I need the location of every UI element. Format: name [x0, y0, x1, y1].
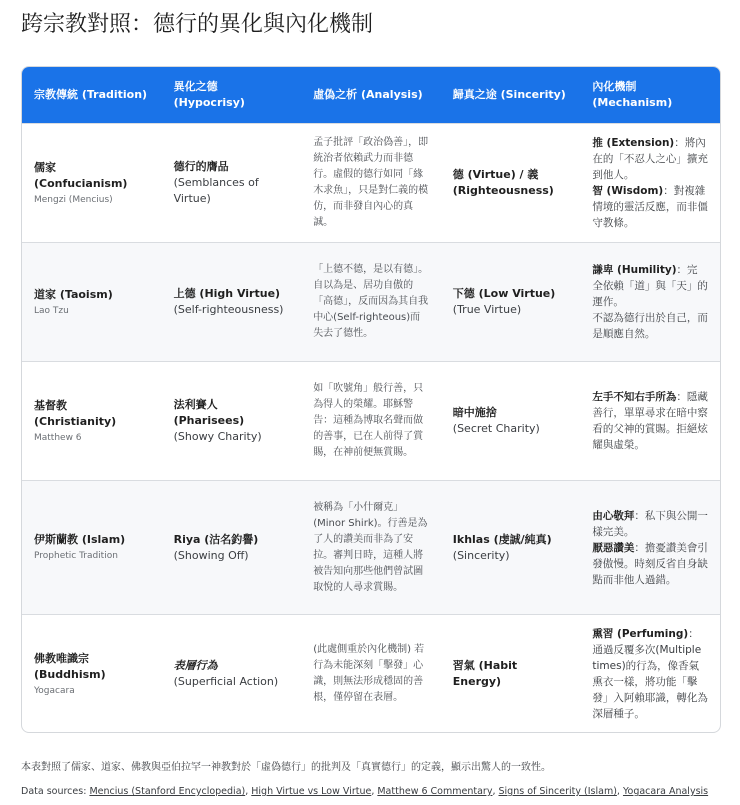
hypocrisy-term: 法利賽人 (Pharisees): [173, 398, 245, 427]
header-mechanism: 內化機制 (Mechanism): [592, 80, 673, 109]
mechanism-item: 厭惡讚美：擔憂讚美會引發傲慢。時刻反省自身缺點而非他人過錯。: [592, 541, 708, 586]
table-row: [22, 361, 720, 480]
tradition-name: 道家 (Taoism): [34, 287, 113, 301]
analysis-cell: [301, 124, 441, 242]
mechanism-item: 謙卑 (Humility)：完全依賴「道」與「天」的運作。: [592, 264, 708, 308]
sincerity-term: Ikhlas (虔誠/純真): [452, 532, 552, 546]
sincerity-cell: [441, 124, 581, 242]
analysis-text: (此處側重於內化機制) 若行為未能深刻「擊發」心識，則無法形成穩固的善根，僅停留在表層。: [313, 644, 425, 703]
hypocrisy-term: 德行的膺品: [173, 160, 229, 173]
mechanism-cell: [580, 362, 720, 480]
hypocrisy-cell: [162, 615, 302, 733]
hypocrisy-cell: [162, 124, 302, 242]
sincerity-gloss: (Sincerity): [452, 548, 510, 562]
mechanism-cell: [580, 615, 720, 733]
comparison-table: [21, 66, 721, 733]
sincerity-gloss: (True Virtue): [452, 303, 522, 316]
mechanism-item: 由心敬拜：私下與公開一樣完美。: [592, 509, 708, 538]
source-link-high-virtue[interactable]: High Virtue vs Low Virtue: [251, 786, 372, 797]
tradition-source: Matthew 6: [34, 432, 82, 443]
sincerity-term: 暗中施捨: [452, 406, 497, 419]
tradition-name: 儒家 (Confucianism): [34, 160, 128, 190]
source-link-yogacara[interactable]: Yogacara Analysis: [622, 786, 709, 797]
table-row: [22, 614, 720, 733]
sincerity-term: 下德 (Low Virtue): [452, 287, 556, 300]
mechanism-item: 不認為德行出於自己，而是順應自然。: [592, 312, 708, 340]
sincerity-cell: [441, 243, 581, 361]
tradition-cell: [22, 362, 162, 480]
analysis-text: 被稱為「小什爾克」(Minor Shirk)。行善是為了人的讚美而非為了安拉。審判日時，這種人將被告知向那些他們曾試圖取悅的人尋求賞賜。: [313, 501, 428, 593]
hypocrisy-term: 上德 (High Virtue): [173, 287, 281, 300]
analysis-text: 如「吹號角」般行善，只為得人的榮耀。耶穌警告：這種為博取名聲而做的善事，已在人前得了賞賜，在神前便無賞賜。: [313, 383, 424, 458]
analysis-text: 「上德不德，是以有德」。自以為是、居功自傲的「高德」，反而因為其自我中心(Self-righteous)而失去了德性。: [313, 264, 429, 339]
hypocrisy-cell: [162, 243, 302, 361]
hypocrisy-cell: [162, 362, 302, 480]
hypocrisy-gloss: (Self-righteousness): [173, 303, 284, 316]
table-header-row: [22, 67, 720, 123]
hypocrisy-gloss: (Superficial Action): [173, 675, 279, 688]
header-hypocrisy: 異化之德 (Hypocrisy): [173, 80, 245, 109]
header-sincerity: 歸真之途 (Sincerity): [452, 88, 566, 101]
analysis-cell: [301, 243, 441, 361]
hypocrisy-term: 表層行為: [173, 659, 218, 672]
sincerity-gloss: (Righteousness): [452, 184, 554, 197]
tradition-name: 基督教 (Christianity): [34, 398, 117, 428]
tradition-cell: [22, 481, 162, 614]
mechanism-item: 智 (Wisdom)：對複雜情境的靈活反應，而非僵守教條。: [592, 185, 708, 229]
hypocrisy-gloss: (Showy Charity): [173, 430, 262, 443]
mechanism-item: 推 (Extension)：將內在的「不忍人之心」擴充到他人。: [592, 137, 708, 181]
mechanism-cell: [580, 481, 720, 614]
mechanism-item: 左手不知右手所為：隱藏善行，單單尋求在暗中察看的父神的賞賜。拒絕炫耀與虛榮。: [592, 391, 708, 451]
sincerity-term: 習氣 (Habit Energy): [452, 659, 518, 688]
page-title: 跨宗教對照：德行的異化與內化機制: [21, 12, 374, 37]
tradition-source: Yogacara: [34, 685, 75, 696]
table-row: [22, 242, 720, 361]
source-link-mencius[interactable]: Mencius (Stanford Encyclopedia): [89, 786, 246, 797]
tradition-cell: [22, 615, 162, 733]
analysis-cell: [301, 362, 441, 480]
hypocrisy-gloss: (Showing Off): [173, 548, 249, 562]
tradition-source: Prophetic Tradition: [34, 551, 118, 561]
tradition-source: Mengzi (Mencius): [34, 194, 113, 205]
source-link-matthew-6[interactable]: Matthew 6 Commentary: [377, 786, 493, 797]
tradition-cell: [22, 124, 162, 242]
mechanism-cell: [580, 124, 720, 242]
analysis-cell: [301, 615, 441, 733]
header-tradition: 宗教傳統 (Tradition): [34, 88, 148, 101]
table-row: [22, 480, 720, 614]
hypocrisy-cell: [162, 481, 302, 614]
hypocrisy-term: Riya (沽名釣譽): [173, 532, 259, 546]
table-row: [22, 123, 720, 242]
tradition-name: 佛教唯識宗 (Buddhism): [34, 651, 106, 681]
mechanism-item: 熏習 (Perfuming)：通過反覆多次(Multiple times)的行為，像香氣熏衣一樣，將功能「擊發」入阿賴耶識，轉化為深層種子。: [592, 628, 708, 720]
analysis-text: 孟子批評「政治偽善」，即統治者依賴武力而非德行。虛假的德行如同「緣木求魚」，只是對仁義的模仿，而非發自內心的真誠。: [313, 137, 429, 228]
sources-label: Data sources:: [21, 786, 87, 797]
sincerity-cell: [441, 615, 581, 733]
tradition-source: Lao Tzu: [34, 305, 69, 316]
data-sources: Data sources: Mencius (Stanford Encyclopedia), High Virtue vs Low Virtue, Matthew 6 Commentary, Signs of Sincerity (Islam), Yogacara Analysis: [21, 786, 709, 797]
sincerity-cell: [441, 481, 581, 614]
mechanism-cell: [580, 243, 720, 361]
header-analysis: 虛偽之析 (Analysis): [313, 88, 423, 101]
hypocrisy-gloss: (Semblances of Virtue): [173, 176, 259, 205]
footnote: 本表對照了儒家、道家、佛教與亞伯拉罕一神教對於「虛偽德行」的批判及「真實德行」的定義，顯示出驚人的一致性。: [21, 762, 551, 773]
sincerity-gloss: (Secret Charity): [452, 422, 540, 435]
analysis-cell: [301, 481, 441, 614]
source-link-sincerity-islam[interactable]: Signs of Sincerity (Islam): [498, 786, 617, 797]
sincerity-cell: [441, 362, 581, 480]
tradition-name: 伊斯蘭教 (Islam): [34, 533, 126, 546]
sincerity-term: 德 (Virtue) / 義: [452, 168, 539, 181]
tradition-cell: [22, 243, 162, 361]
